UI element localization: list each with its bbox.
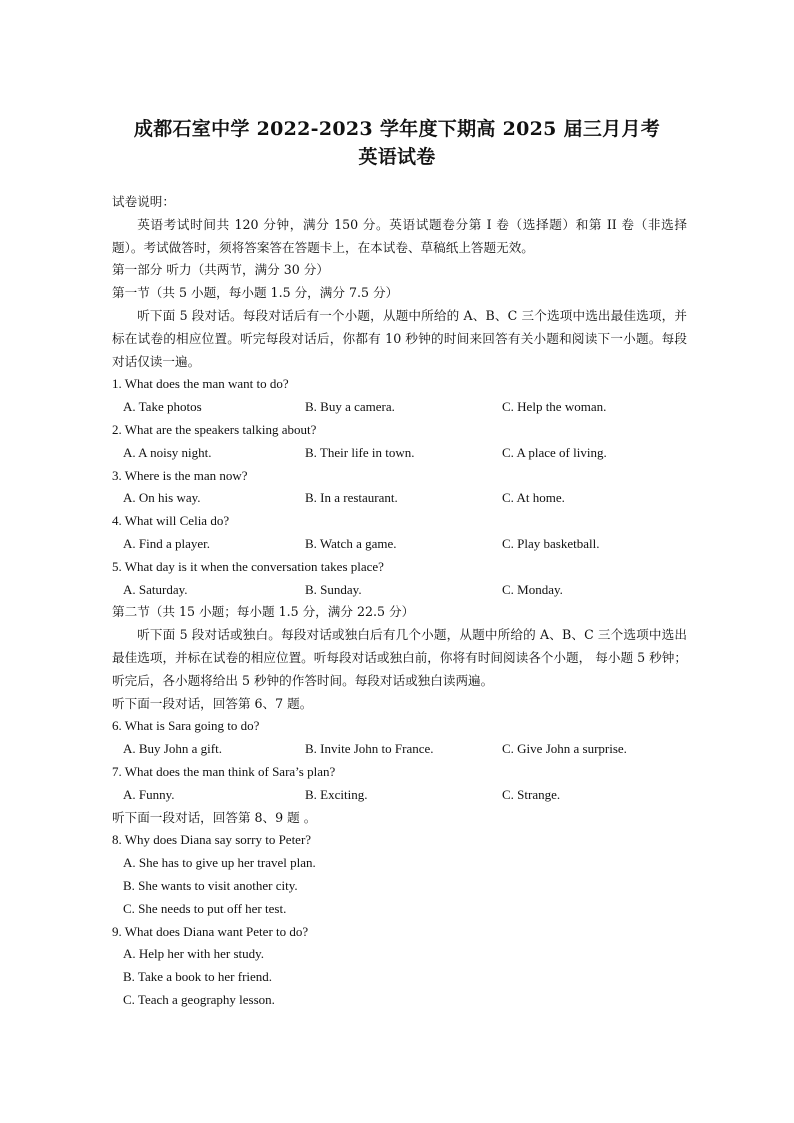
option-a: A. Buy John a gift.: [123, 741, 222, 757]
question-text: 9. What does Diana want Peter to do?: [112, 923, 309, 939]
exam-subtitle: 英语试卷: [358, 146, 436, 168]
option-a: A. Saturday.: [123, 581, 188, 597]
section2-heading: 第二节（共 15 小题；每小题 1.5 分，满分 22.5 分）: [112, 604, 415, 620]
option-a: A. Take photos: [123, 399, 202, 415]
options-row: [112, 579, 687, 602]
group1-intro: 听下面一段对话，回答第 6、7 题。: [112, 695, 313, 711]
option-c: C. Strange.: [502, 786, 561, 802]
question-item: [112, 761, 687, 807]
options-row: [112, 738, 687, 761]
option-a: A. Funny.: [123, 786, 175, 802]
part1-heading: 第一部分 听力（共两节，满分 30 分）: [112, 262, 329, 278]
option-b: B. In a restaurant.: [305, 490, 398, 506]
question-text: 3. Where is the man now?: [112, 467, 248, 483]
option-c: C. At home.: [502, 490, 565, 506]
question-text: 4. What will Celia do?: [112, 513, 230, 529]
option-b: B. Buy a camera.: [305, 399, 395, 415]
exam-title: 成都石室中学 2022-2023 学年度下期高 2025 届三月月考: [133, 118, 661, 140]
option-a: A. On his way.: [123, 490, 201, 506]
option-c: C. Play basketball.: [502, 535, 600, 551]
section1-directions: 听下面 5 段对话。每段对话后有一个小题，从题中所给的 A、B、C 三个选项中选出最佳选项，并标在试卷的相应位置。听完每段对话后，你都有 10 秒钟的时间来回答有关小题和阅读下一小题。每段对话仅读一遍。: [112, 307, 687, 369]
option-a: A. Help her with her study.: [123, 946, 265, 962]
option-a: A. A noisy night.: [123, 444, 212, 460]
question-item: [112, 556, 687, 602]
question-item: [112, 510, 687, 556]
question-text: 1. What does the man want to do?: [112, 376, 289, 392]
options-row: [112, 487, 687, 510]
option-c: C. A place of living.: [502, 444, 607, 460]
option-c: C. Give John a surprise.: [502, 741, 627, 757]
option-b: B. She wants to visit another city.: [123, 877, 298, 893]
option-b: B. Their life in town.: [305, 444, 415, 460]
option-c: C. She needs to put off her test.: [123, 900, 287, 916]
option-c: C. Teach a geography lesson.: [123, 991, 275, 1007]
question-item: [112, 373, 687, 419]
question-item: [112, 829, 687, 920]
option-a: A. Find a player.: [123, 535, 211, 551]
options-row: [112, 396, 687, 419]
section2-directions: 听下面 5 段对话或独白。每段对话或独白后有几个小题，从题中所给的 A、B、C 三个选项中选出最佳选项，并标在试卷的相应位置。听每段对话或独白前，你将有时间阅读各个小题， 每小题 5 秒钟；听完后，各小题将给出 5 秒钟的作答时间。每段对话或独白读两遍。: [112, 627, 687, 688]
option-b: B. Take a book to her friend.: [123, 969, 273, 985]
option-c: C. Monday.: [502, 581, 563, 597]
option-b: B. Watch a game.: [305, 535, 397, 551]
instructions-text: 英语考试时间共 120 分钟，满分 150 分。英语试题卷分第 I 卷（选择题）和第 II 卷（非选择题）。考试做答时，须将答案答在答题卡上，在本试卷、草稿纸上答题无效。: [112, 216, 687, 255]
options-row: [112, 784, 687, 807]
question-item: [112, 921, 687, 1012]
question-text: 5. What day is it when the conversation takes place?: [112, 558, 384, 574]
question-item: [112, 465, 687, 511]
section1-heading: 第一节（共 5 小题，每小题 1.5 分，满分 7.5 分）: [112, 285, 399, 301]
question-text: 7. What does the man think of Sara’s plan?: [112, 763, 336, 779]
options-row: [112, 442, 687, 465]
option-b: B. Exciting.: [305, 786, 368, 802]
question-text: 8. Why does Diana say sorry to Peter?: [112, 832, 312, 848]
question-item: [112, 419, 687, 465]
group2-intro: 听下面一段对话，回答第 8、9 题 。: [112, 809, 317, 825]
option-a: A. She has to give up her travel plan.: [123, 855, 316, 871]
option-c: C. Help the woman.: [502, 399, 607, 415]
question-text: 6. What is Sara going to do?: [112, 718, 260, 734]
option-b: B. Invite John to France.: [305, 741, 434, 757]
question-item: [112, 715, 687, 761]
options-row: [112, 533, 687, 556]
option-b: B. Sunday.: [305, 581, 362, 597]
question-text: 2. What are the speakers talking about?: [112, 421, 317, 437]
exam-body: [112, 191, 687, 1012]
instructions-heading: 试卷说明：: [112, 194, 175, 209]
